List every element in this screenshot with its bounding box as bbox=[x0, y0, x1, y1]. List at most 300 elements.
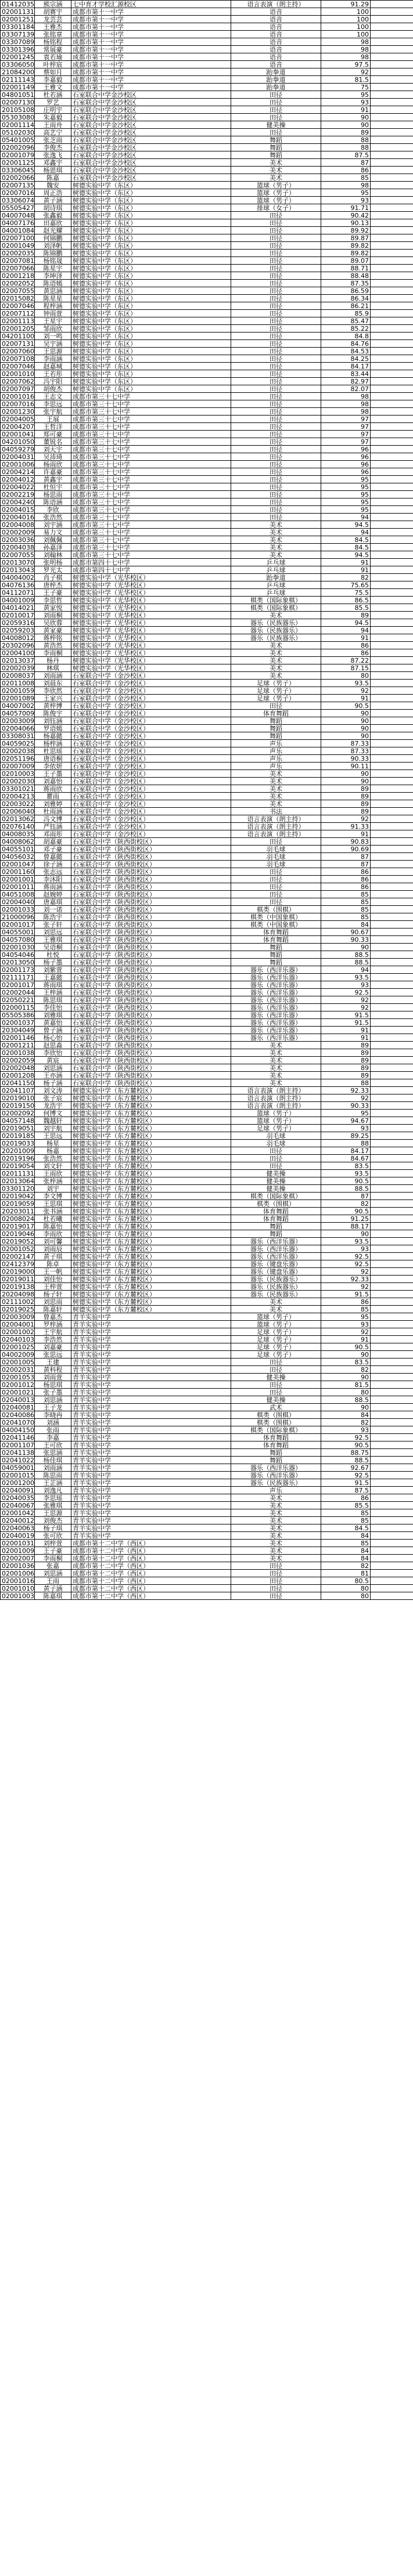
empty-cell bbox=[371, 597, 413, 604]
empty-cell bbox=[371, 1592, 413, 1600]
score-cell: 92 bbox=[321, 815, 371, 823]
subject-cell: 美术 bbox=[231, 521, 321, 529]
student-name-cell: 王雨舟 bbox=[35, 121, 71, 129]
empty-cell bbox=[371, 468, 413, 476]
student-id-cell: 02004031 bbox=[1, 453, 35, 461]
score-cell: 98 bbox=[321, 408, 371, 416]
student-id-cell: 02004240 bbox=[1, 498, 35, 506]
student-id-cell: 02019000 bbox=[1, 1268, 35, 1276]
student-name-cell: 孙嘉泽 bbox=[35, 544, 71, 551]
score-cell: 81.5 bbox=[321, 76, 371, 84]
student-id-cell: 02001006 bbox=[1, 1570, 35, 1577]
school-cell: 成都市第十一中学 bbox=[71, 61, 231, 68]
score-cell: 94.5 bbox=[321, 521, 371, 529]
empty-cell bbox=[371, 461, 413, 468]
table-row bbox=[1, 234, 413, 242]
subject-cell: 器乐（民族器乐） bbox=[231, 1276, 321, 1283]
school-cell: 树德实验中学（东区） bbox=[71, 280, 231, 287]
score-cell: 89.82 bbox=[321, 250, 371, 257]
student-name-cell: 严钰涵 bbox=[35, 823, 71, 830]
student-id-cell: 02001049 bbox=[1, 242, 35, 250]
score-cell: 100 bbox=[321, 8, 371, 16]
student-id-cell: 04055101 bbox=[1, 846, 35, 853]
school-cell: 成都市第三十七中学 bbox=[71, 431, 231, 438]
table-row bbox=[1, 302, 413, 310]
subject-cell: 篮球（男子） bbox=[231, 182, 321, 189]
subject-cell: 跆拳道 bbox=[231, 68, 321, 76]
subject-cell: 棋类（围棋） bbox=[231, 1200, 321, 1208]
empty-cell bbox=[371, 589, 413, 597]
school-cell: 石室联合中学（陕西街校区） bbox=[71, 898, 231, 906]
empty-cell bbox=[371, 340, 413, 348]
score-cell: 91.33 bbox=[321, 823, 371, 830]
empty-cell bbox=[371, 295, 413, 302]
table-row bbox=[1, 1117, 413, 1125]
empty-cell bbox=[371, 815, 413, 823]
student-name-cell: 王家兴 bbox=[35, 695, 71, 702]
table-row bbox=[1, 559, 413, 566]
score-cell: 84.17 bbox=[321, 363, 371, 370]
table-row bbox=[1, 265, 413, 272]
school-cell: 七中育才学校汇源校区 bbox=[71, 1, 231, 8]
empty-cell bbox=[371, 1366, 413, 1374]
student-name-cell: 刘思雨 bbox=[35, 1298, 71, 1306]
student-id-cell: 02002044 bbox=[1, 989, 35, 996]
student-id-cell: 04076136 bbox=[1, 581, 35, 589]
student-id-cell: 02040067 bbox=[1, 1502, 35, 1509]
student-id-cell: 04008035 bbox=[1, 830, 35, 838]
student-id-cell: 02007046 bbox=[1, 363, 35, 370]
table-row bbox=[1, 431, 413, 438]
table-row bbox=[1, 1102, 413, 1110]
table-row bbox=[1, 46, 413, 53]
table-row bbox=[1, 838, 413, 846]
score-cell: 84 bbox=[321, 1547, 371, 1555]
subject-cell: 器乐（键盘乐器） bbox=[231, 1268, 321, 1276]
empty-cell bbox=[371, 408, 413, 416]
empty-cell bbox=[371, 1336, 413, 1343]
table-row bbox=[1, 574, 413, 581]
student-name-cell: 刘可馨 bbox=[35, 1238, 71, 1245]
student-name-cell: 杨子轩 bbox=[35, 1291, 71, 1298]
student-id-cell: 02002038 bbox=[1, 747, 35, 755]
table-row bbox=[1, 747, 413, 755]
empty-cell bbox=[371, 1223, 413, 1230]
student-name-cell: 杜若曦 bbox=[35, 1215, 71, 1223]
subject-cell: 田径 bbox=[231, 333, 321, 340]
school-cell: 石室联合中学（金沙校区） bbox=[71, 717, 231, 725]
student-name-cell: 黄梓博 bbox=[35, 702, 71, 710]
subject-cell: 田径 bbox=[231, 242, 321, 250]
student-name-cell: 常展豪 bbox=[35, 46, 71, 53]
subject-cell: 篮球（男子） bbox=[231, 189, 321, 197]
subject-cell: 健美操 bbox=[231, 1185, 321, 1193]
table-row bbox=[1, 604, 413, 612]
student-name-cell: 胡诗琪 bbox=[35, 204, 71, 212]
student-name-cell: 杨丹 bbox=[35, 657, 71, 664]
school-cell: 树德实验中学（东区） bbox=[71, 234, 231, 242]
subject-cell: 排球（女子） bbox=[231, 204, 321, 212]
empty-cell bbox=[371, 498, 413, 506]
school-cell: 树德实验中学（光华校区） bbox=[71, 589, 231, 597]
student-name-cell: 冯文博 bbox=[35, 815, 71, 823]
subject-cell: 语言表演（朗主持） bbox=[231, 1, 321, 8]
score-cell: 87 bbox=[321, 853, 371, 861]
table-row bbox=[1, 913, 413, 921]
student-id-cell: 02007081 bbox=[1, 257, 35, 265]
table-row bbox=[1, 642, 413, 649]
empty-cell bbox=[371, 1502, 413, 1509]
subject-cell: 足球（男子） bbox=[231, 687, 321, 695]
subject-cell: 美术 bbox=[231, 664, 321, 672]
student-name-cell: 程梓涵 bbox=[35, 302, 71, 310]
subject-cell: 武术 bbox=[231, 1404, 321, 1411]
school-cell: 石室联合中学金沙校区 bbox=[71, 106, 231, 114]
school-cell: 成都市第四十七中学 bbox=[71, 566, 231, 574]
score-cell: 84.53 bbox=[321, 348, 371, 355]
empty-cell bbox=[371, 151, 413, 159]
school-cell: 成都市第十二中学（西区） bbox=[71, 1555, 231, 1562]
score-cell: 81.5 bbox=[321, 1381, 371, 1389]
empty-cell bbox=[371, 1215, 413, 1223]
school-cell: 树德实验中学（光华校区） bbox=[71, 642, 231, 649]
student-id-cell: 02001005 bbox=[1, 1359, 35, 1366]
student-id-cell: 20201009 bbox=[1, 1147, 35, 1155]
subject-cell: 体育舞蹈 bbox=[231, 710, 321, 717]
school-cell: 石室联合中学金沙校区 bbox=[71, 174, 231, 182]
subject-cell: 器乐（西洋乐器） bbox=[231, 1034, 321, 1042]
score-cell: 84.76 bbox=[321, 340, 371, 348]
subject-cell: 田径 bbox=[231, 378, 321, 385]
student-name-cell: 李坤泽 bbox=[35, 272, 71, 280]
empty-cell bbox=[371, 385, 413, 393]
subject-cell: 田径 bbox=[231, 250, 321, 257]
table-row bbox=[1, 1223, 413, 1230]
empty-cell bbox=[371, 1328, 413, 1336]
table-row bbox=[1, 1004, 413, 1011]
student-name-cell: 刘一鸣 bbox=[35, 333, 71, 340]
school-cell: 树德实验中学（东区） bbox=[71, 333, 231, 340]
empty-cell bbox=[371, 333, 413, 340]
student-name-cell: 陈嘉轩 bbox=[35, 1306, 71, 1313]
score-cell: 89.92 bbox=[321, 227, 371, 234]
score-cell: 87.33 bbox=[321, 740, 371, 747]
subject-cell: 器乐（西洋乐器） bbox=[231, 1472, 321, 1479]
empty-cell bbox=[371, 16, 413, 23]
school-cell: 石室联合中学（陕西街校区） bbox=[71, 928, 231, 936]
school-cell: 青羊实验中学 bbox=[71, 1381, 231, 1389]
empty-cell bbox=[371, 846, 413, 853]
student-name-cell: 王子豪 bbox=[35, 1547, 71, 1555]
subject-cell: 羽毛球 bbox=[231, 861, 321, 868]
empty-cell bbox=[371, 31, 413, 38]
table-row bbox=[1, 928, 413, 936]
table-row bbox=[1, 1042, 413, 1049]
empty-cell bbox=[371, 106, 413, 114]
subject-cell: 田径 bbox=[231, 1155, 321, 1162]
empty-cell bbox=[371, 1087, 413, 1094]
empty-cell bbox=[371, 1457, 413, 1464]
subject-cell: 器乐（西洋乐器） bbox=[231, 1004, 321, 1011]
empty-cell bbox=[371, 1494, 413, 1502]
table-row bbox=[1, 348, 413, 355]
empty-cell bbox=[371, 265, 413, 272]
empty-cell bbox=[371, 302, 413, 310]
school-cell: 成都市第三十七中学 bbox=[71, 483, 231, 491]
table-row bbox=[1, 1404, 413, 1411]
table-row bbox=[1, 453, 413, 461]
empty-cell bbox=[371, 453, 413, 461]
student-id-cell: 02007060 bbox=[1, 348, 35, 355]
student-id-cell: 02001218 bbox=[1, 272, 35, 280]
student-id-cell: 02001173 bbox=[1, 966, 35, 974]
table-row bbox=[1, 830, 413, 838]
student-id-cell: 02040086 bbox=[1, 1411, 35, 1419]
table-row bbox=[1, 1487, 413, 1494]
score-cell: 91.71 bbox=[321, 204, 371, 212]
student-name-cell: 杨子琪 bbox=[35, 1524, 71, 1532]
student-name-cell: 李欣怡 bbox=[35, 1049, 71, 1057]
student-id-cell: 02011008 bbox=[1, 680, 35, 687]
student-id-cell: 04112071 bbox=[1, 589, 35, 597]
empty-cell bbox=[371, 84, 413, 91]
table-row bbox=[1, 951, 413, 959]
student-name-cell: 唐梓杰 bbox=[35, 581, 71, 589]
student-id-cell: 02007112 bbox=[1, 310, 35, 317]
student-name-cell: 张子轩 bbox=[35, 921, 71, 928]
school-cell: 石室联合中学（金沙校区） bbox=[71, 763, 231, 770]
student-id-cell: 04007176 bbox=[1, 219, 35, 227]
student-id-cell: 02001059 bbox=[1, 687, 35, 695]
school-cell: 成都市第三十七中学 bbox=[71, 416, 231, 423]
score-cell: 85.47 bbox=[321, 317, 371, 325]
student-name-cell: 刘俊杰 bbox=[35, 1517, 71, 1524]
subject-cell: 美术 bbox=[231, 1306, 321, 1313]
subject-cell: 美术 bbox=[231, 174, 321, 182]
subject-cell: 棋类（国际象棋） bbox=[231, 1426, 321, 1434]
table-row bbox=[1, 1343, 413, 1351]
score-cell: 90 bbox=[321, 1374, 371, 1381]
student-id-cell: 02050221 bbox=[1, 996, 35, 1004]
student-id-cell: 02002030 bbox=[1, 778, 35, 785]
student-id-cell: 05505427 bbox=[1, 204, 35, 212]
school-cell: 石室联合中学（陕西街校区） bbox=[71, 1079, 231, 1087]
student-name-cell: 杨梓涵 bbox=[35, 740, 71, 747]
score-cell: 75 bbox=[321, 84, 371, 91]
empty-cell bbox=[371, 1389, 413, 1396]
empty-cell bbox=[371, 431, 413, 438]
score-cell: 90 bbox=[321, 114, 371, 121]
student-id-cell: 02040081 bbox=[1, 1404, 35, 1411]
school-cell: 成都市第三十七中学 bbox=[71, 529, 231, 536]
score-cell: 90 bbox=[321, 121, 371, 129]
school-cell: 青羊实验中学 bbox=[71, 1434, 231, 1441]
school-cell: 成都市第十一中学 bbox=[71, 38, 231, 46]
subject-cell: 棋类（国际象棋） bbox=[231, 1193, 321, 1200]
empty-cell bbox=[371, 680, 413, 687]
student-id-cell: 02010017 bbox=[1, 612, 35, 619]
school-cell: 树德实验中学（东区） bbox=[71, 363, 231, 370]
school-cell: 成都市第三十七中学 bbox=[71, 461, 231, 468]
school-cell: 树德实验中学（东方麓校区） bbox=[71, 1155, 231, 1162]
table-row bbox=[1, 1140, 413, 1147]
empty-cell bbox=[371, 1509, 413, 1517]
subject-cell: 器乐（民族器乐） bbox=[231, 1283, 321, 1291]
school-cell: 石室联合中学（金沙校区） bbox=[71, 695, 231, 702]
student-id-cell: 02019042 bbox=[1, 1193, 35, 1200]
school-cell: 石室联合中学（陕西街校区） bbox=[71, 891, 231, 898]
student-id-cell: 02007097 bbox=[1, 385, 35, 393]
empty-cell bbox=[371, 363, 413, 370]
school-cell: 石室联合中学（陕西街校区） bbox=[71, 944, 231, 951]
score-cell: 88 bbox=[321, 144, 371, 151]
student-name-cell: 刘梓萱 bbox=[35, 1540, 71, 1547]
subject-cell: 田径 bbox=[231, 99, 321, 106]
score-cell: 88.5 bbox=[321, 1457, 371, 1464]
school-cell: 青羊实验中学 bbox=[71, 1313, 231, 1321]
student-id-cell: 21000096 bbox=[1, 913, 35, 921]
score-cell: 97 bbox=[321, 431, 371, 438]
student-name-cell: 庄明宇 bbox=[35, 106, 71, 114]
score-cell: 90 bbox=[321, 717, 371, 725]
school-cell: 树德实验中学（东方麓校区） bbox=[71, 1283, 231, 1291]
student-id-cell: 02041138 bbox=[1, 1449, 35, 1457]
score-cell: 86.5 bbox=[321, 597, 371, 604]
school-cell: 成都市第三十七中学 bbox=[71, 514, 231, 521]
subject-cell: 足球（男子） bbox=[231, 1125, 321, 1132]
student-name-cell: 王雅文 bbox=[35, 84, 71, 91]
empty-cell bbox=[371, 1155, 413, 1162]
student-id-cell: 04057009 bbox=[1, 710, 35, 717]
student-name-cell: 王若彤 bbox=[35, 370, 71, 378]
score-cell: 93.5 bbox=[321, 1170, 371, 1177]
school-cell: 树德实验中学（东方麓校区） bbox=[71, 1117, 231, 1125]
score-cell: 93.5 bbox=[321, 1238, 371, 1245]
empty-cell bbox=[371, 966, 413, 974]
score-cell: 85 bbox=[321, 913, 371, 921]
subject-cell: 体育舞蹈 bbox=[231, 1215, 321, 1223]
empty-cell bbox=[371, 710, 413, 717]
student-name-cell: 杜雨涵 bbox=[35, 808, 71, 815]
empty-cell bbox=[371, 1140, 413, 1147]
school-cell: 青羊实验中学 bbox=[71, 1389, 231, 1396]
empty-cell bbox=[371, 898, 413, 906]
subject-cell: 美术 bbox=[231, 1540, 321, 1547]
student-id-cell: 05505386 bbox=[1, 1011, 35, 1019]
empty-cell bbox=[371, 61, 413, 68]
student-name-cell: 王芷涵 bbox=[35, 1479, 71, 1487]
subject-cell: 美术 bbox=[231, 1517, 321, 1524]
school-cell: 石室联合中学（陕西街校区） bbox=[71, 1064, 231, 1072]
table-row bbox=[1, 400, 413, 408]
student-id-cell: 02007108 bbox=[1, 355, 35, 363]
student-id-cell: 02001016 bbox=[1, 1577, 35, 1585]
table-row bbox=[1, 8, 413, 16]
table-row bbox=[1, 393, 413, 400]
subject-cell: 体育舞蹈 bbox=[231, 928, 321, 936]
table-row bbox=[1, 340, 413, 348]
empty-cell bbox=[371, 68, 413, 76]
score-cell: 91.5 bbox=[321, 1479, 371, 1487]
table-row bbox=[1, 898, 413, 906]
school-cell: 青羊实验中学 bbox=[71, 1479, 231, 1487]
school-cell: 树德实验中学（东区） bbox=[71, 385, 231, 393]
table-row bbox=[1, 1230, 413, 1238]
subject-cell: 田径 bbox=[231, 257, 321, 265]
student-name-cell: 李欣 bbox=[35, 506, 71, 514]
empty-cell bbox=[371, 1230, 413, 1238]
school-cell: 树德实验中学（东方麓校区） bbox=[71, 1298, 231, 1306]
school-cell: 石室联合中学（金沙校区） bbox=[71, 725, 231, 732]
subject-cell: 美术 bbox=[231, 1547, 321, 1555]
score-cell: 86 bbox=[321, 1298, 371, 1306]
table-row bbox=[1, 423, 413, 431]
student-id-cell: 02019196 bbox=[1, 1155, 35, 1162]
score-cell: 85 bbox=[321, 174, 371, 182]
empty-cell bbox=[371, 544, 413, 551]
student-id-cell: 02003009 bbox=[1, 717, 35, 725]
school-cell: 树德实验中学（东区） bbox=[71, 227, 231, 234]
empty-cell bbox=[371, 514, 413, 521]
score-cell: 83.5 bbox=[321, 1162, 371, 1170]
student-name-cell: 吴欣蓉 bbox=[35, 619, 71, 627]
student-name-cell: 王建 bbox=[35, 1359, 71, 1366]
empty-cell bbox=[371, 129, 413, 136]
school-cell: 成都市第三十七中学 bbox=[71, 491, 231, 498]
student-name-cell: 陈语嫣 bbox=[35, 280, 71, 287]
score-cell: 95 bbox=[321, 491, 371, 498]
student-name-cell: 董锐名 bbox=[35, 438, 71, 446]
student-name-cell: 黄思涵 bbox=[35, 287, 71, 295]
student-name-cell: 吴宇涵 bbox=[35, 340, 71, 348]
table-row bbox=[1, 378, 413, 385]
empty-cell bbox=[371, 823, 413, 830]
school-cell: 成都市第三十七中学 bbox=[71, 400, 231, 408]
student-name-cell: 王梓萱 bbox=[35, 1283, 71, 1291]
student-name-cell: 何博文 bbox=[35, 1110, 71, 1117]
student-id-cell: 02007130 bbox=[1, 99, 35, 106]
student-name-cell: 邓子豪 bbox=[35, 846, 71, 853]
school-cell: 石室联合中学（金沙校区） bbox=[71, 687, 231, 695]
empty-cell bbox=[371, 1419, 413, 1426]
student-id-cell: 02019138 bbox=[1, 1283, 35, 1291]
empty-cell bbox=[371, 906, 413, 913]
score-cell: 97 bbox=[321, 438, 371, 446]
subject-cell: 田径 bbox=[231, 838, 321, 846]
score-cell: 89 bbox=[321, 785, 371, 793]
student-name-cell: 刘钰涵 bbox=[35, 717, 71, 725]
score-cell: 90.33 bbox=[321, 1102, 371, 1110]
empty-cell bbox=[371, 1298, 413, 1306]
student-id-cell: 03306074 bbox=[1, 197, 35, 204]
score-cell: 86.21 bbox=[321, 302, 371, 310]
score-cell: 90.5 bbox=[321, 1343, 371, 1351]
subject-cell: 田径 bbox=[231, 1577, 321, 1585]
score-cell: 82 bbox=[321, 1200, 371, 1208]
empty-cell bbox=[371, 310, 413, 317]
subject-cell: 器乐（民族器乐） bbox=[231, 1291, 321, 1298]
table-row bbox=[1, 921, 413, 928]
student-name-cell: 李依妍 bbox=[35, 763, 71, 770]
empty-cell bbox=[371, 830, 413, 838]
school-cell: 石室联合中学（陕西街校区） bbox=[71, 959, 231, 966]
school-cell: 石室联合中学（陕西街校区） bbox=[71, 1072, 231, 1079]
student-id-cell: 02001041 bbox=[1, 431, 35, 438]
student-id-cell: 02041070 bbox=[1, 1419, 35, 1426]
school-cell: 青羊实验中学 bbox=[71, 1336, 231, 1343]
score-cell: 83.44 bbox=[321, 370, 371, 378]
student-id-cell: 02007016 bbox=[1, 400, 35, 408]
